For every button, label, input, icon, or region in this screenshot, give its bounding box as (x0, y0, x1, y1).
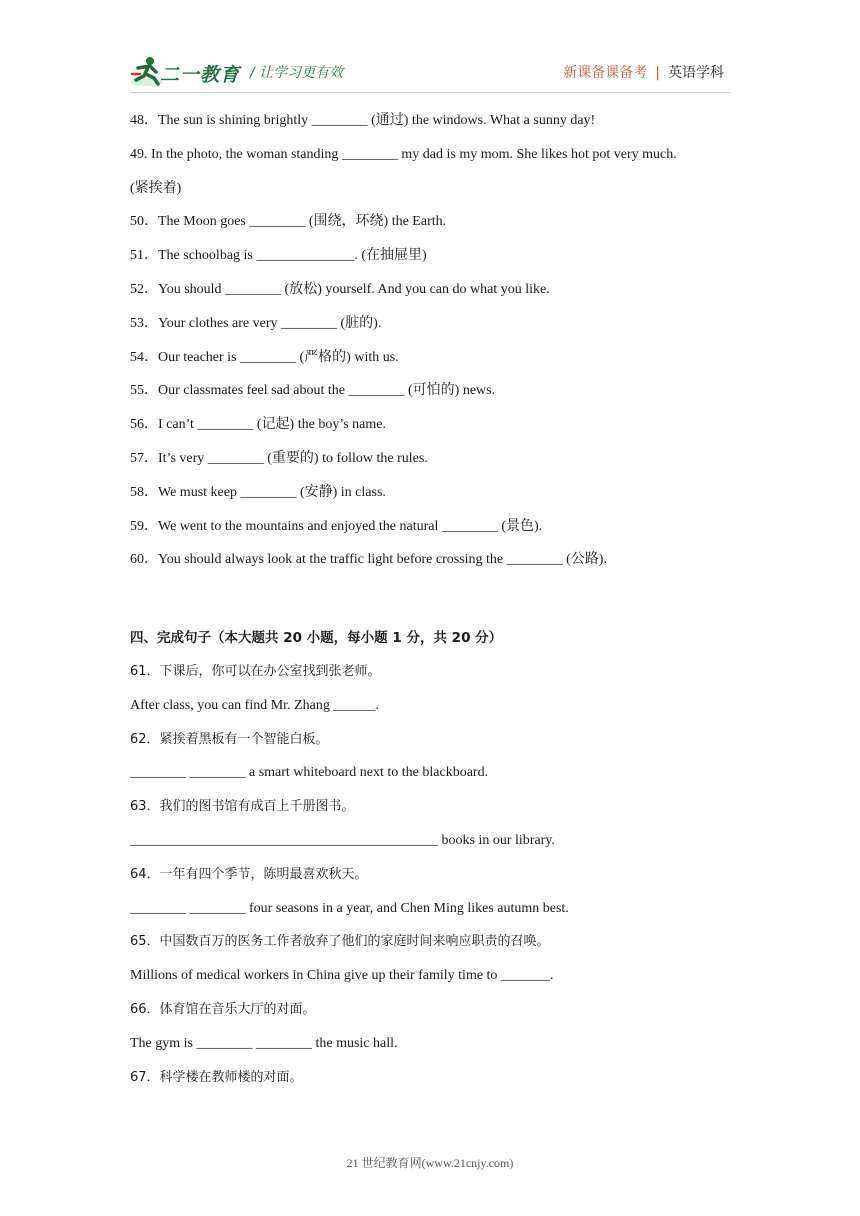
question-57: 57．It’s very ________ (重要的) to follow the rules. (130, 450, 428, 466)
question-51: 51．The schoolbag is ______________. (在抽屉里) (130, 248, 427, 264)
header-subject (563, 62, 724, 82)
logo-text: 二一教育 (160, 64, 241, 86)
page-header (0, 0, 860, 96)
question-52: 52．You should ________ (放松) yourself. And you can do what you like. (130, 281, 550, 297)
question-66-en: The gym is ________ ________ the music hall. (130, 1035, 398, 1051)
page-footer: 21 世纪教育网(www.21cnjy.com) (346, 1156, 514, 1170)
question-66-cn: 66．体育馆在音乐大厅的对面。 (130, 1001, 316, 1017)
header-separator: | (655, 65, 660, 81)
question-67-cn: 67．科学楼在教师楼的对面。 (130, 1069, 303, 1085)
question-63-cn: 63．我们的图书馆有成百上千册图书。 (130, 799, 355, 815)
runner-logo-icon (130, 54, 164, 88)
header-divider (130, 92, 730, 93)
question-53: 53．Your clothes are very ________ (脏的). (130, 315, 382, 331)
logo (130, 54, 242, 90)
question-58: 58．We must keep ________ (安静) in class. (130, 484, 386, 500)
question-64-en: ________ ________ four seasons in a year, and Chen Ming likes autumn best. (130, 900, 569, 916)
question-62-en: ________ ________ a smart whiteboard next to the blackboard. (130, 765, 489, 781)
question-49: 49. In the photo, the woman standing ________ my dad is my mom. She likes hot pot very much. (130, 146, 677, 162)
question-59: 59．We went to the mountains and enjoyed the natural ________ (景色). (130, 518, 543, 534)
question-49-hint: (紧挨着) (130, 180, 182, 196)
question-56: 56．I can’t ________ (记起) the boy’s name. (130, 417, 386, 433)
document-body (130, 111, 740, 1101)
question-55: 55．Our classmates feel sad about the ________ (可怕的) news. (130, 383, 496, 399)
question-60: 60．You should always look at the traffic light before crossing the ________ (公路). (130, 552, 607, 568)
question-50: 50．The Moon goes ________ (围绕，环绕) the Earth. (130, 214, 447, 230)
question-61-cn: 61．下课后，你可以在办公室找到张老师。 (130, 663, 381, 679)
header-course-label: 新课备课备考 (563, 65, 648, 81)
header-subject-label: 英语学科 (668, 65, 724, 81)
question-48: 48．The sun is shining brightly ________ (通过) the windows. What a sunny day! (130, 113, 596, 128)
question-64-cn: 64．一年有四个季节，陈明最喜欢秋天。 (130, 866, 368, 882)
section-title: 四、完成句子（本大题共 20 小题，每小题 1 分，共 20 分） (130, 630, 503, 647)
question-65-en: Millions of medical workers in China give up their family time to _______. (130, 968, 554, 984)
question-62-cn: 62．紧挨着黑板有一个智能白板。 (130, 731, 329, 747)
question-63-en: ____________________________________________ books in our library. (130, 832, 555, 848)
question-65-cn: 65．中国数百万的医务工作者放弃了他们的家庭时间来响应职责的召唤。 (130, 934, 550, 950)
slogan: / 让学习更有效 (250, 65, 344, 81)
question-61-en: After class, you can find Mr. Zhang ______. (130, 697, 379, 713)
spacer (130, 584, 740, 628)
question-54: 54．Our teacher is ________ (严格的) with us. (130, 349, 399, 365)
